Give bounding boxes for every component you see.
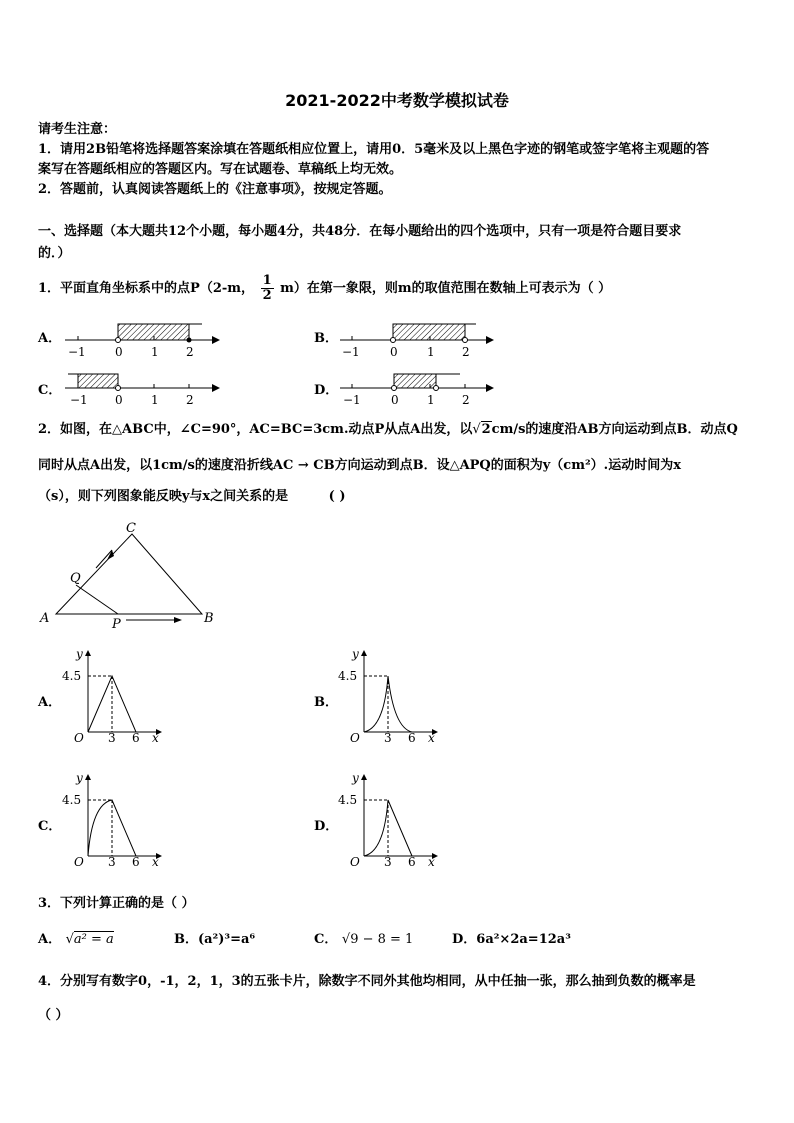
- q2-line3-text: （s），则下列图象能反映y与x之间关系的是: [38, 489, 289, 504]
- svg-text:6: 6: [132, 731, 140, 745]
- q1-option-B-line: [340, 324, 494, 359]
- q1-option-D-label: D．: [314, 383, 339, 398]
- q1-option-D-line: [340, 374, 494, 407]
- svg-text:y: y: [76, 647, 83, 661]
- svg-text:4.5: 4.5: [338, 669, 358, 683]
- q2-graph-D: [338, 771, 438, 869]
- svg-text:−1: −1: [342, 345, 360, 359]
- svg-text:3: 3: [384, 855, 392, 869]
- q1-option-A-label: A．: [38, 331, 62, 346]
- svg-text:A: A: [40, 611, 50, 626]
- q3-stem: 3．下列计算正确的是（ ）: [38, 896, 195, 911]
- q1-option-C-line: [65, 374, 220, 407]
- svg-text:3: 3: [384, 731, 392, 745]
- q2-line3: [38, 487, 345, 507]
- svg-text:−1: −1: [343, 393, 361, 407]
- q2-line1a: 2．如图，在△ABC中，∠C=90°，AC=BC=3cm.动点P从点A出发，以: [38, 422, 473, 437]
- q3-option-C-expr: 9 − 8 = 1: [350, 932, 414, 947]
- svg-text:6: 6: [408, 855, 416, 869]
- q1-prefix: 1．平面直角坐标系中的点P（2-m，: [38, 281, 255, 296]
- q3-option-A-expr: √a² = a: [65, 932, 114, 947]
- sqrt-icon: √: [65, 932, 74, 947]
- q3-option-C-label: C．: [314, 932, 338, 947]
- section1-line2: 的．）: [38, 246, 71, 261]
- svg-text:Q: Q: [70, 571, 81, 586]
- q1-fraction: [261, 274, 274, 303]
- svg-text:C: C: [126, 521, 136, 536]
- svg-text:P: P: [112, 617, 121, 630]
- svg-text:1: 1: [427, 393, 435, 407]
- svg-text:2: 2: [462, 345, 470, 359]
- q2-option-B-label: B．: [314, 695, 338, 710]
- svg-text:0: 0: [115, 393, 123, 407]
- svg-text:x: x: [428, 855, 435, 869]
- svg-text:3: 3: [108, 855, 116, 869]
- q2-option-D-label: D．: [314, 819, 339, 834]
- q1-suffix: m）在第一象限，则m的取值范围在数轴上可表示为（ ）: [280, 281, 612, 296]
- q2-answer-paren: ( ): [328, 489, 346, 504]
- q1-number-lines: [30, 312, 770, 412]
- q2-graph-B: [338, 647, 438, 745]
- q1-frac-den: 2: [262, 288, 272, 303]
- q2-line1b: cm/s的速度沿AB方向运动到点B．动点Q: [491, 422, 738, 437]
- sqrt-icon: √: [472, 422, 481, 437]
- q2-line1: [38, 420, 738, 440]
- q2-option-A-label: A．: [38, 695, 62, 710]
- svg-text:6: 6: [132, 855, 140, 869]
- svg-text:1: 1: [151, 345, 159, 359]
- q2-line2: 同时从点A出发，以1cm/s的速度沿折线AC → CB方向运动到点B．设△APQ的面积为y（cm²）.运动时间为x: [38, 458, 681, 473]
- page-title: 2021-2022中考数学模拟试卷: [285, 91, 509, 110]
- svg-text:−1: −1: [68, 345, 86, 359]
- svg-text:6: 6: [408, 731, 416, 745]
- svg-text:3: 3: [108, 731, 116, 745]
- svg-text:1: 1: [427, 345, 435, 359]
- notice-line1b: 案写在答题纸相应的答题区内。写在试题卷、草稿纸上均无效。: [38, 162, 403, 177]
- svg-text:y: y: [352, 647, 359, 661]
- svg-text:0: 0: [115, 345, 123, 359]
- svg-text:O: O: [74, 855, 84, 869]
- svg-text:−1: −1: [70, 393, 88, 407]
- q3-option-A-label: A．: [38, 932, 62, 947]
- svg-text:4.5: 4.5: [62, 669, 82, 683]
- q2-graph-C: [62, 771, 162, 869]
- q2-sqrt-value: 2: [481, 422, 491, 437]
- svg-text:O: O: [350, 855, 360, 869]
- q3-option-B: B．(a²)³=a⁶: [174, 932, 256, 947]
- q2-triangle-figure: [36, 518, 226, 630]
- svg-text:x: x: [152, 855, 159, 869]
- svg-text:y: y: [352, 771, 359, 785]
- svg-text:x: x: [428, 731, 435, 745]
- q3-option-C: [314, 930, 413, 950]
- svg-text:O: O: [350, 731, 360, 745]
- q2-option-C-label: C．: [38, 819, 62, 834]
- q1-frac-num: 1: [262, 273, 272, 288]
- q4-line2: （ ）: [38, 1008, 69, 1023]
- q1-option-B-label: B．: [314, 331, 338, 346]
- svg-text:4.5: 4.5: [338, 793, 358, 807]
- svg-text:2: 2: [462, 393, 470, 407]
- svg-text:4.5: 4.5: [62, 793, 82, 807]
- q3-option-D: D．6a²×2a=12a³: [452, 932, 571, 947]
- svg-text:2: 2: [186, 393, 194, 407]
- notice-line1a: 1．请用2B铅笔将选择题答案涂填在答题纸相应位置上，请用0．5毫米及以上黑色字迹的钢笔或签字笔将主观题的答: [38, 142, 710, 157]
- notice-heading: 请考生注意：: [38, 122, 117, 137]
- q2-graph-A: [62, 647, 162, 745]
- q1-stem: [38, 274, 611, 303]
- q4-line1: 4．分别写有数字0，-1，2，1，3的五张卡片，除数字不同外其他均相同，从中任抽一张，那么抽到负数的概率是: [38, 974, 696, 989]
- svg-text:2: 2: [186, 345, 194, 359]
- section1-line1: 一、选择题（本大题共12个小题，每小题4分，共48分．在每小题给出的四个选项中，只有一项是符合题目要求: [38, 224, 682, 239]
- svg-text:1: 1: [151, 393, 159, 407]
- q1-option-A-line: [65, 324, 220, 359]
- svg-text:O: O: [74, 731, 84, 745]
- svg-text:0: 0: [391, 393, 399, 407]
- svg-text:x: x: [152, 731, 159, 745]
- sqrt-icon: √: [341, 932, 351, 947]
- svg-text:y: y: [76, 771, 83, 785]
- q2-graph-options: [30, 644, 490, 874]
- q3-option-A: [38, 930, 114, 950]
- notice-line2: 2．答题前，认真阅读答题纸上的《注意事项》，按规定答题。: [38, 182, 392, 197]
- svg-text:B: B: [204, 611, 214, 626]
- q1-option-C-label: C．: [38, 383, 62, 398]
- svg-text:0: 0: [390, 345, 398, 359]
